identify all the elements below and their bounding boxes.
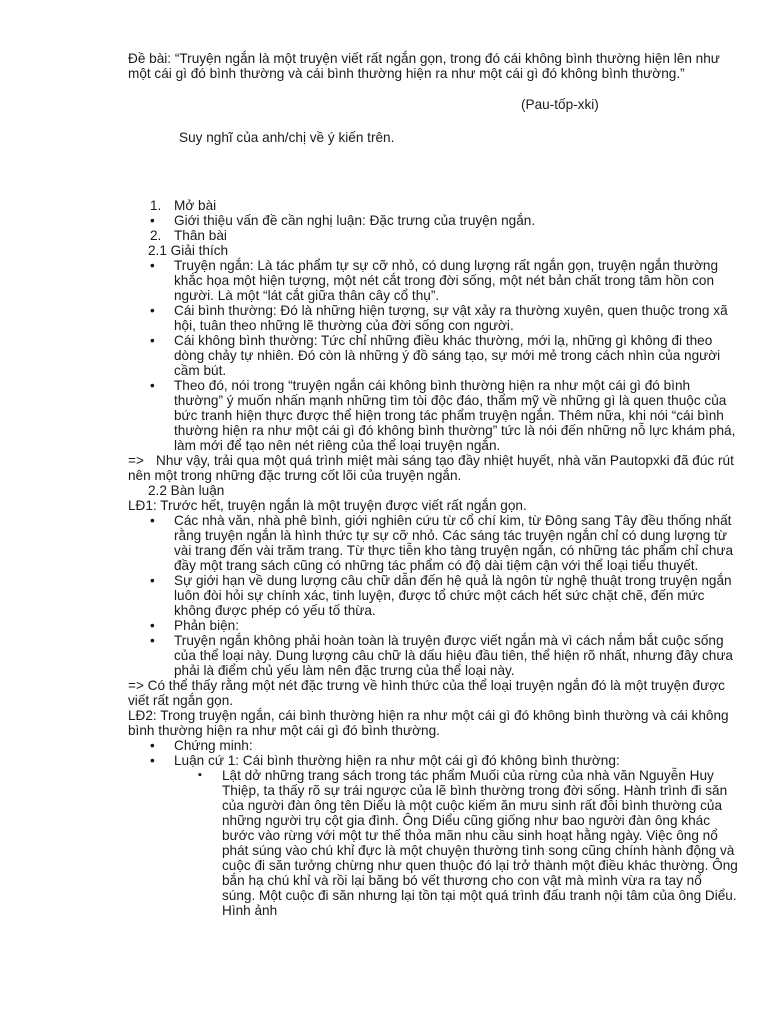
list-item: • Giới thiệu vấn đề cần nghị luận: Đặc trưng của truyện ngắn. (128, 213, 738, 228)
ld2-sublist (128, 768, 738, 918)
list-item: • Truyện ngắn không phải hoàn toàn là truyện được viết ngắn mà vì cách nắm bắt cuộc sống của thể loại này. Dung lượng câu chữ là dấu hiệu đầu tiên, thể hiện rõ nhất, nhưng đây chưa phải là điểm chủ yếu làm nên đặc trưng của thể loại này. (128, 633, 738, 678)
essay-prompt: Đề bài: “Truyện ngắn là một truyện viết rất ngắn gọn, trong đó cái không bình thường hiện lên như một cái gì đó bình thường và cái bình thường hiện ra như một cái gì đó không bình thường.” (128, 51, 720, 81)
list-item: • Phản biện: (128, 618, 738, 633)
ld2-list (128, 738, 738, 768)
argument-ld1: LĐ1: Trước hết, truyện ngắn là một truyện được viết rất ngắn gọn. (128, 498, 527, 513)
list-item: • Chứng minh: (128, 738, 738, 753)
essay-outline (128, 198, 738, 918)
mo-bai-list (128, 213, 738, 228)
subsection-ban-luan: 2.2 Bàn luận (148, 483, 225, 498)
section-mo-bai: 1. Mở bài (150, 198, 217, 213)
section-than-bai: 2. Thân bài (150, 228, 227, 243)
list-item: • Các nhà văn, nhà phê bình, giới nghiên cứu từ cổ chí kim, từ Đông sang Tây đều thống nhất rằng truyện ngắn là hình thức tự sự cỡ nhỏ. Các sáng tác truyện ngắn chỉ có dung lượng từ vài trang đến vài trăm trang. Từ thực tiễn kho tàng truyện ngắn, có những tác phẩm chỉ chưa đầy một trang sách cũng có những tác phẩm có độ dài tiệm cận với thể loại tiểu thuyết. (128, 513, 738, 573)
essay-task: Suy nghĩ của anh/chị về ý kiến trên. (179, 130, 395, 145)
list-item: • Cái bình thường: Đó là những hiện tượng, sự vật xảy ra thường xuyên, quen thuộc trong xã hội, tuân theo những lẽ thường của đời sống con người. (128, 303, 738, 333)
subsection-giai-thich: 2.1 Giải thích (148, 243, 229, 258)
argument-ld2: LĐ2: Trong truyện ngắn, cái bình thường hiện ra như một cái gì đó không bình thường và cái không bình thường hiện ra như một cái gì đó bình thường. (128, 708, 729, 738)
sub-list-item: ▪ Lật dở những trang sách trong tác phẩm Muối của rừng của nhà văn Nguyễn Huy Thiệp, ta thấy rõ sự trái ngược của lẽ bình thường trong đời sống. Hành trình đi săn của người đàn ông tên Diểu là một cuộc kiếm ăn mưu sinh rất đỗi bình thường của những người trụ cột gia đình. Ông Diểu cũng giống như bao người đàn ông khác bước vào rừng với một tư thế thỏa mãn nhu cầu sinh hoạt hằng ngày. Việc ông nổ phát súng vào chú khỉ đực là một chuyện thường tình song cũng chính hành động và cuộc đi săn tưởng chừng như quen thuộc đó lại trở thành một điều khác thường. Ông bắn hạ chú khỉ và rồi lại băng bó vết thương cho con vật mà mình vừa ra tay nổ súng. Một cuộc đi săn nhưng lại tồn tại một quá trình đấu tranh nội tâm của ông Diểu. Hình ảnh (128, 768, 738, 918)
conclusion-1: => Như vậy, trải qua một quá trình miệt mài sáng tạo đầy nhiệt huyết, nhà văn Pautopxki đã đúc rút nên một trong những đặc trưng cốt lõi của truyện ngắn. (128, 453, 734, 483)
giai-thich-list (128, 258, 738, 453)
conclusion-2: => Có thể thấy rằng một nét đặc trưng về hình thức của thể loại truyện ngắn đó là một truyện được viết rất ngắn gọn. (128, 678, 725, 708)
list-item: • Truyện ngắn: Là tác phẩm tự sự cỡ nhỏ, có dung lượng rất ngắn gọn, truyện ngắn thường khắc họa một hiện tượng, một nét cắt trong đời sống, một nét bản chất trong tâm hồn con người. Là một “lát cắt giữa thân cây cổ thụ”. (128, 258, 738, 303)
list-item: • Cái không bình thường: Tức chỉ những điều khác thường, mới lạ, những gì không đi theo dòng chảy tự nhiên. Đó còn là những ý đồ sáng tạo, sự mới mẻ trong cách nhìn của người cầm bút. (128, 333, 738, 378)
ld1-list (128, 513, 738, 678)
list-item: • Luận cứ 1: Cái bình thường hiện ra như một cái gì đó không bình thường: (128, 753, 738, 768)
list-item: • Sự giới hạn về dung lượng câu chữ dẫn đến hệ quả là ngôn từ nghệ thuật trong truyện ngắn luôn đòi hỏi sự chính xác, tinh luyện, được tổ chức một cách hết sức chặt chẽ, đến mức không được phép có yếu tố thừa. (128, 573, 738, 618)
list-item: • Theo đó, nói trong “truyện ngắn cái không bình thường hiện ra như một cái gì đó bình thường” ý muốn nhấn mạnh những tìm tòi độc đáo, thẩm mỹ về những gì là quen thuộc của bức tranh hiện thực được thể hiện trong tác phẩm truyện ngắn. Thêm nữa, khi nói “cái bình thường hiện ra như một cái gì đó không bình thường” tức là nói đến những nỗ lực khám phá, làm mới để tạo nên nét riêng của thể loại truyện ngắn. (128, 378, 738, 453)
quote-author: (Pau-tốp-xki) (521, 97, 599, 112)
